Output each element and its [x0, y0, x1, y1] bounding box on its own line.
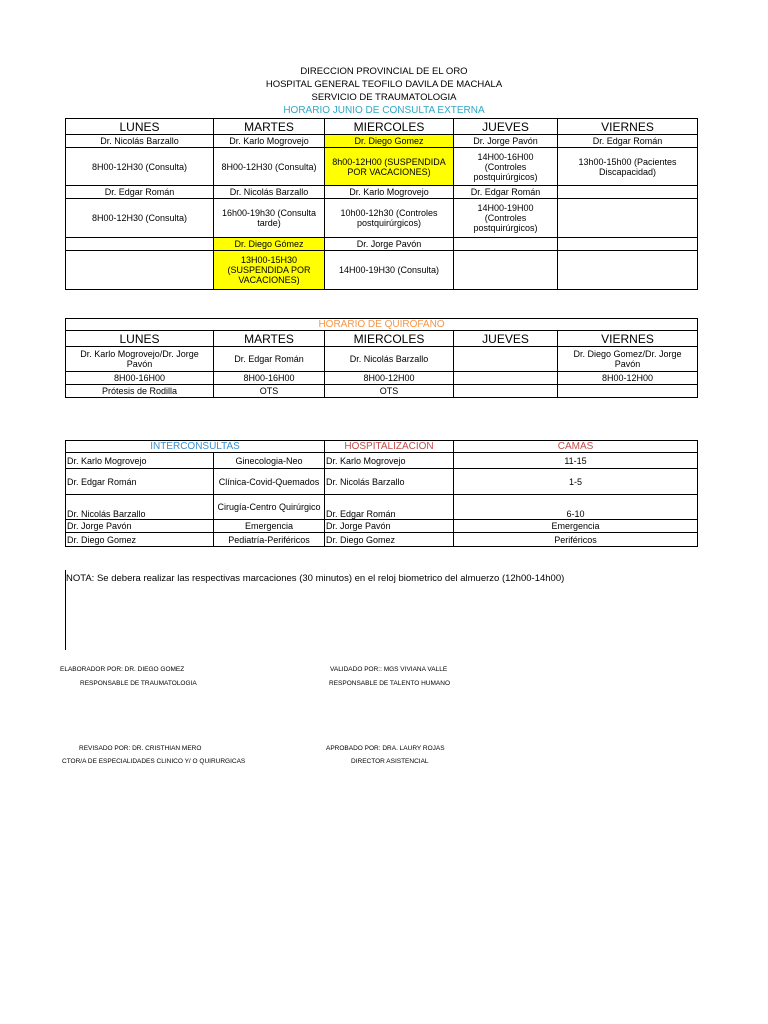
cell: 14H00-16H00 (Controles postquirúrgicos) — [454, 148, 558, 186]
cell: Dr. Edgar Román — [558, 135, 698, 148]
quirofano-title: HORARIO DE QUIRÓFANO — [66, 319, 698, 331]
day-lunes: LUNES — [66, 331, 214, 347]
cell: Dr. Diego Gomez — [325, 533, 454, 547]
cell-highlighted: 13H00-15H30 (SUSPENDIDA POR VACACIONES) — [214, 251, 325, 290]
cell — [558, 238, 698, 251]
cell: 8H00-12H00 — [558, 372, 698, 385]
cell: Ginecologia-Neo — [214, 453, 325, 469]
cell: 8H00-12H30 (Consulta) — [66, 148, 214, 186]
day-martes: MARTES — [214, 119, 325, 135]
cell: 8H00-12H30 (Consulta) — [66, 199, 214, 238]
quirofano-table — [65, 318, 698, 398]
cell — [558, 199, 698, 238]
aprobado-role: DIRECTOR ASISTENCIAL — [351, 758, 429, 765]
cell — [454, 238, 558, 251]
cell: Dr. Karlo Mogrovejo — [325, 453, 454, 469]
cell — [558, 251, 698, 290]
day-viernes: VIERNES — [558, 331, 698, 347]
cell: 8H00-12H30 (Consulta) — [214, 148, 325, 186]
cell: OTS — [325, 385, 454, 398]
cell: 6-10 — [454, 495, 698, 520]
revisado-label: REVISADO POR: DR. CRISTHIAN MERO — [79, 745, 202, 752]
header-line-1: DIRECCION PROVINCIAL DE EL ORO — [300, 66, 468, 77]
cell-highlighted: Dr. Diego Gomez — [325, 135, 454, 148]
cell: Dr. Edgar Román — [214, 347, 325, 372]
cell — [454, 347, 558, 372]
cell: 11-15 — [454, 453, 698, 469]
cell: Dr. Jorge Pavón — [454, 135, 558, 148]
cell: 8H00-16H00 — [214, 372, 325, 385]
cell: Dr. Nicolás Barzallo — [325, 469, 454, 495]
cell: Periféricos — [454, 533, 698, 547]
interconsultas-table — [65, 440, 698, 547]
consulta-title: HORARIO JUNIO DE CONSULTA EXTERNA — [283, 105, 485, 116]
consulta-table — [65, 118, 698, 290]
cell — [66, 238, 214, 251]
cell — [558, 186, 698, 199]
elaborado-label: ELABORADOR POR: DR. DIEGO GOMEZ — [60, 666, 185, 673]
aprobado-label: APROBADO POR: DRA. LAURY ROJAS — [326, 745, 445, 752]
day-jueves: JUEVES — [454, 119, 558, 135]
cell: 13h00-15h00 (Pacientes Discapacidad) — [558, 148, 698, 186]
cell: Dr. Diego Gomez — [66, 533, 214, 547]
hospitalizacion-header: HOSPITALIZACION — [325, 441, 454, 453]
cell: Dr. Edgar Román — [66, 186, 214, 199]
cell: Dr. Nicolás Barzallo — [325, 347, 454, 372]
cell: OTS — [214, 385, 325, 398]
revisado-role: CTOR/A DE ESPECIALIDADES CLINICO Y/ O QUIRURGICAS — [62, 758, 246, 765]
day-lunes: LUNES — [66, 119, 214, 135]
day-viernes: VIERNES — [558, 119, 698, 135]
cell-highlighted: Dr. Diego Gómez — [214, 238, 325, 251]
day-miercoles: MIERCOLES — [325, 331, 454, 347]
cell: 8H00-12H00 — [325, 372, 454, 385]
cell: 14H00-19H00 (Controles postquirúrgicos) — [454, 199, 558, 238]
header-line-2: HOSPITAL GENERAL TEOFILO DAVILA DE MACHALA — [265, 79, 503, 90]
cell: Dr. Jorge Pavón — [325, 238, 454, 251]
cell — [454, 385, 558, 398]
cell: Dr. Jorge Pavón — [325, 520, 454, 533]
cell: Dr. Edgar Román — [66, 469, 214, 495]
cell-highlighted: 8h00-12H00 (SUSPENDIDA POR VACACIONES) — [325, 148, 454, 186]
cell: 10h00-12h30 (Controles postquirúrgicos) — [325, 199, 454, 238]
cell: Dr. Nicolás Barzallo — [66, 135, 214, 148]
cell: Dr. Karlo Mogrovejo — [214, 135, 325, 148]
cell: Emergencia — [454, 520, 698, 533]
cell: Dr. Diego Gomez/Dr. Jorge Pavón — [558, 347, 698, 372]
cell — [454, 251, 558, 290]
cell — [66, 251, 214, 290]
cell: Dr. Karlo Mogrovejo — [66, 453, 214, 469]
cell: Pediatría-Periféricos — [214, 533, 325, 547]
cell: Emergencia — [214, 520, 325, 533]
camas-header: CAMAS — [454, 441, 698, 453]
cell: Dr. Nicolás Barzallo — [214, 186, 325, 199]
cell — [558, 385, 698, 398]
cell: Dr. Karlo Mogrovejo — [325, 186, 454, 199]
cell: 8H00-16H00 — [66, 372, 214, 385]
cell: 16h00-19h30 (Consulta tarde) — [214, 199, 325, 238]
cell: Prótesis de Rodilla — [66, 385, 214, 398]
cell: Clínica-Covid-Quemados — [214, 469, 325, 495]
cell: 14H00-19H30 (Consulta) — [325, 251, 454, 290]
validado-role: RESPONSABLE DE TALENTO HUMANO — [329, 680, 451, 687]
cell: Dr. Jorge Pavón — [66, 520, 214, 533]
cell: Dr. Edgar Román — [325, 495, 454, 520]
cell: Dr. Nicolás Barzallo — [66, 495, 214, 520]
interconsultas-header: INTERCONSULTAS — [66, 441, 325, 453]
day-jueves: JUEVES — [454, 331, 558, 347]
cell: Dr. Karlo Mogrovejo/Dr. Jorge Pavón — [66, 347, 214, 372]
note-text: NOTA: Se debera realizar las respectivas marcaciones (30 minutos) en el reloj biometrico del almuerzo (12h00-14h00) — [66, 573, 565, 584]
day-miercoles: MIERCOLES — [325, 119, 454, 135]
elaborado-role: RESPONSABLE DE TRAUMATOLOGIA — [80, 680, 197, 687]
header-line-3: SERVICIO DE TRAUMATOLOGIA — [311, 92, 457, 103]
cell — [454, 372, 558, 385]
cell: 1-5 — [454, 469, 698, 495]
cell: Cirugía-Centro Quirúrgico — [214, 495, 325, 520]
cell: Dr. Edgar Román — [454, 186, 558, 199]
day-martes: MARTES — [214, 331, 325, 347]
validado-label: VALIDADO POR:: MGS VIVIANA VALLE — [330, 666, 448, 673]
